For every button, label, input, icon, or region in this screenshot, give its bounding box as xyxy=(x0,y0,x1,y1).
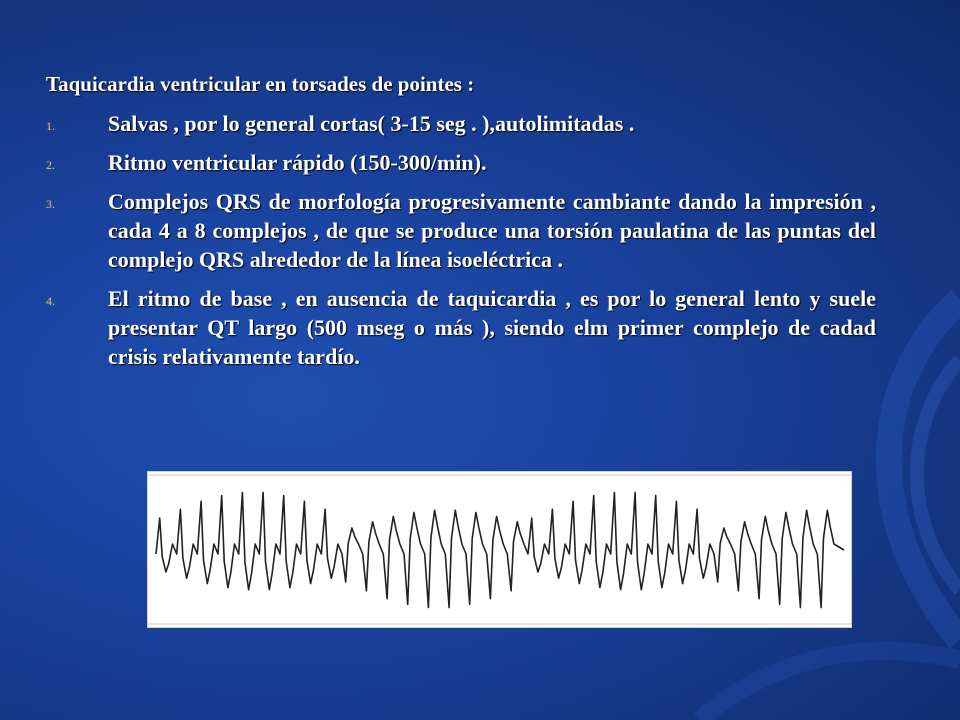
numbered-list xyxy=(46,109,876,371)
list-item xyxy=(46,187,876,274)
list-number: 3. xyxy=(46,197,55,211)
ecg-strip-image xyxy=(147,471,852,628)
list-item xyxy=(46,148,876,177)
list-item xyxy=(46,284,876,371)
slide-heading: Taquicardia ventricular en torsades de pointes : xyxy=(46,72,475,96)
list-number: 2. xyxy=(46,158,55,172)
list-number: 4. xyxy=(46,294,55,308)
list-item-text: Salvas , por lo general cortas( 3-15 seg . ),autolimitadas . xyxy=(108,111,635,136)
list-number: 1. xyxy=(46,119,55,133)
list-item-text: Complejos QRS de morfología progresivamente cambiante dando la impresión , cada 4 a 8 complejos , de que se produce una torsión paulatina de las puntas del complejo QRS alrededor de la línea isoeléctrica . xyxy=(108,189,876,272)
slide-content xyxy=(46,72,876,381)
list-item xyxy=(46,109,876,138)
list-item-text: Ritmo ventricular rápido (150-300/min). xyxy=(108,150,487,175)
list-item-text: El ritmo de base , en ausencia de taquicardia , es por lo general lento y suele presentar QT largo (500 mseg o más ), siendo elm primer complejo de cadad crisis relativamente tardío. xyxy=(108,286,876,369)
ecg-trace-icon xyxy=(148,472,851,627)
